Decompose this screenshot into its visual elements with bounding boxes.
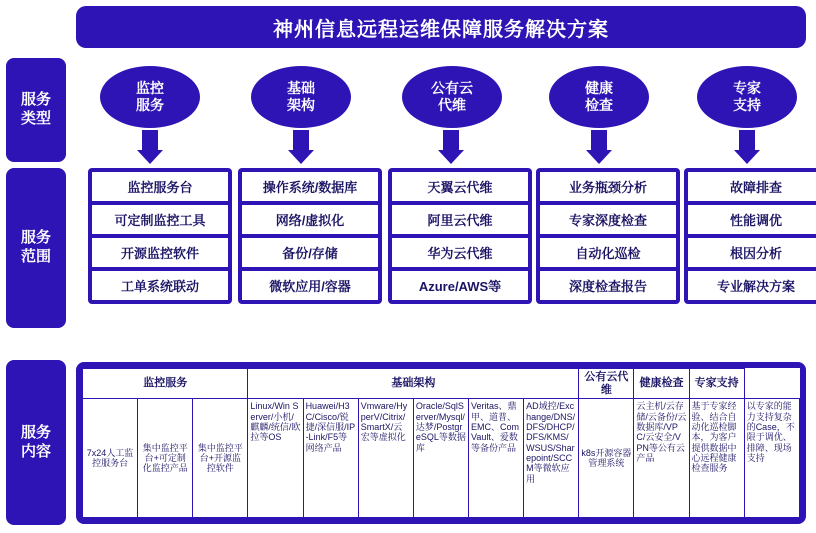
arrow-head-monitoring xyxy=(137,150,163,164)
table-group-header: 基础架构 xyxy=(248,369,579,399)
arrow-head-public-cloud xyxy=(438,150,464,164)
table-cell: Oracle/SqlServer/Mysql/达梦/PostgreSQL等数据库 xyxy=(413,399,468,518)
scope-item[interactable]: 阿里云代维 xyxy=(392,205,528,234)
scope-column-monitoring xyxy=(88,168,232,304)
table-header-row xyxy=(83,369,800,399)
scope-item[interactable]: 监控服务台 xyxy=(92,172,228,201)
scope-item[interactable]: 微软应用/容器 xyxy=(242,271,378,300)
scope-item[interactable]: 故障排查 xyxy=(688,172,816,201)
table-cell: Veritas、鼎甲、道普、EMC、ComVault、爱数等备份产品 xyxy=(468,399,523,518)
arrow-stem-health-check xyxy=(591,130,607,152)
scope-item[interactable]: Azure/AWS等 xyxy=(392,271,528,300)
table-cell: 基于专家经验、结合自动化巡检脚本，为客户提供数据中心远程健康检查服务 xyxy=(689,399,744,518)
scope-item[interactable]: 根因分析 xyxy=(688,238,816,267)
arrow-stem-monitoring xyxy=(142,130,158,152)
scope-item[interactable]: 深度检查报告 xyxy=(540,271,676,300)
table-cell: k8s开源容器管理系统 xyxy=(579,399,634,518)
service-type-public-cloud[interactable]: 公有云 代维 xyxy=(402,66,502,128)
scope-item[interactable]: 网络/虚拟化 xyxy=(242,205,378,234)
table-cell: Vmware/HyperV/Citrix/SmartX/云宏等虚拟化 xyxy=(358,399,413,518)
table-cell: 集中监控平台+开源监控软件 xyxy=(193,399,248,518)
scope-column-public-cloud xyxy=(388,168,532,304)
arrow-stem-public-cloud xyxy=(443,130,459,152)
table-cell: 7x24人工监控服务台 xyxy=(83,399,138,518)
table-cell: Linux/Win Server/小机/麒麟/统信/欧拉等OS xyxy=(248,399,303,518)
scope-item[interactable]: 专业解决方案 xyxy=(688,271,816,300)
service-content-table xyxy=(82,368,800,518)
scope-column-expert-support xyxy=(684,168,816,304)
table-cell: 集中监控平台+可定制化监控产品 xyxy=(138,399,193,518)
row-label-service-scope: 服务 范围 xyxy=(6,168,66,328)
scope-item[interactable]: 业务瓶颈分析 xyxy=(540,172,676,201)
scope-column-infrastructure xyxy=(238,168,382,304)
table-group-header: 监控服务 xyxy=(83,369,248,399)
scope-item[interactable]: 操作系统/数据库 xyxy=(242,172,378,201)
service-type-expert-support[interactable]: 专家 支持 xyxy=(697,66,797,128)
arrow-stem-expert-support xyxy=(739,130,755,152)
arrow-head-infrastructure xyxy=(288,150,314,164)
scope-item[interactable]: 专家深度检查 xyxy=(540,205,676,234)
table-cell: 云主机/云存储/云备份/云数据库/VPC/云安全/VPN等公有云产品 xyxy=(634,399,689,518)
table-group-header: 专家支持 xyxy=(689,369,744,399)
scope-item[interactable]: 华为云代维 xyxy=(392,238,528,267)
arrow-stem-infrastructure xyxy=(293,130,309,152)
table-group-header: 公有云代维 xyxy=(579,369,634,399)
row-label-service-type: 服务 类型 xyxy=(6,58,66,162)
row-label-service-content: 服务 内容 xyxy=(6,360,66,525)
table-cell: Huawei/H3C/Cisco/锐捷/深信服/IP-Link/F5等网络产品 xyxy=(303,399,358,518)
scope-item[interactable]: 开源监控软件 xyxy=(92,238,228,267)
arrow-head-health-check xyxy=(586,150,612,164)
service-content-panel xyxy=(76,362,806,524)
scope-item[interactable]: 工单系统联动 xyxy=(92,271,228,300)
service-type-health-check[interactable]: 健康 检查 xyxy=(549,66,649,128)
table-row xyxy=(83,399,800,518)
scope-item[interactable]: 性能调优 xyxy=(688,205,816,234)
table-cell: 以专家的能力支持复杂的Case，不限于调优、排障、现场支持 xyxy=(744,399,799,518)
scope-item[interactable]: 备份/存储 xyxy=(242,238,378,267)
scope-column-health-check xyxy=(536,168,680,304)
arrow-head-expert-support xyxy=(734,150,760,164)
table-group-header: 健康检查 xyxy=(634,369,689,399)
page-title: 神州信息远程运维保障服务解决方案 xyxy=(76,6,806,48)
service-type-monitoring[interactable]: 监控 服务 xyxy=(100,66,200,128)
table-cell: AD域控/Exchange/DNS/DFS/DHCP/DFS/KMS/WSUS/Sharepoint/SCCM等微软应用 xyxy=(524,399,579,518)
scope-item[interactable]: 天翼云代维 xyxy=(392,172,528,201)
scope-item[interactable]: 自动化巡检 xyxy=(540,238,676,267)
scope-item[interactable]: 可定制监控工具 xyxy=(92,205,228,234)
service-type-infrastructure[interactable]: 基础 架构 xyxy=(251,66,351,128)
